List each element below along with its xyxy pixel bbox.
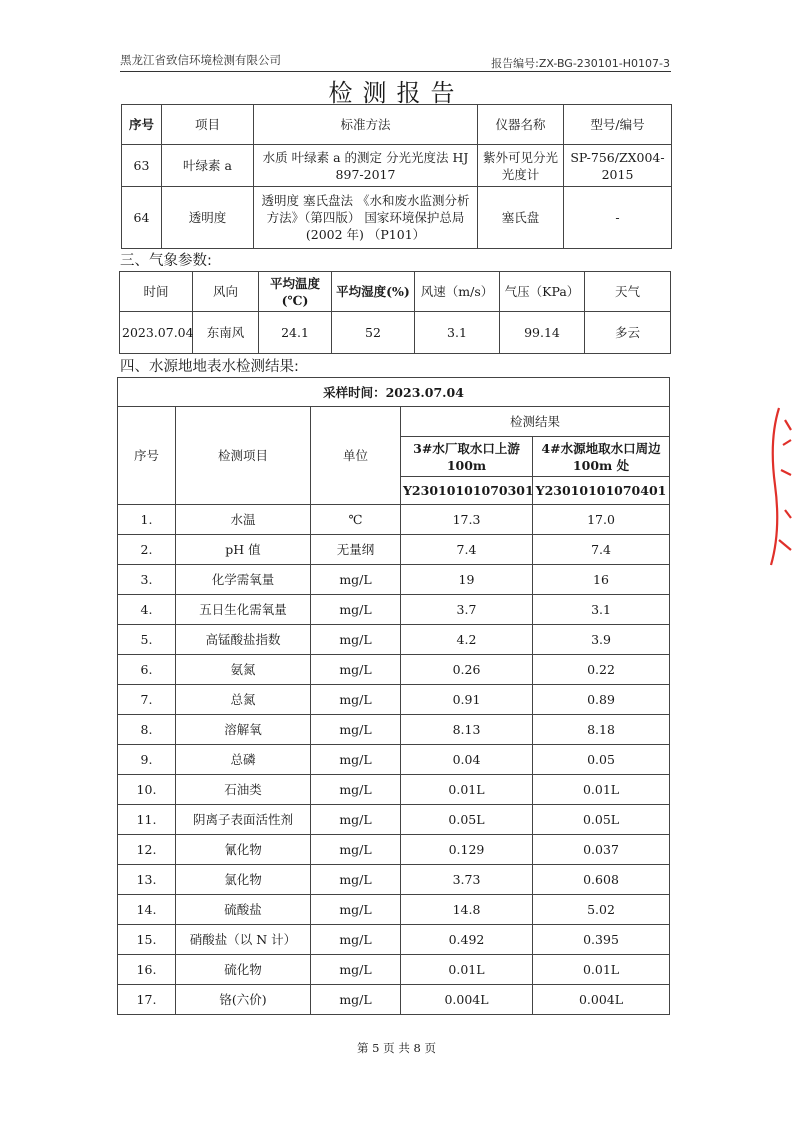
table-row bbox=[118, 745, 670, 775]
unit: mg/L bbox=[311, 805, 401, 835]
cell: 水质 叶绿素 a 的测定 分光光度法 HJ 897-2017 bbox=[254, 145, 478, 187]
weather-row bbox=[120, 312, 671, 354]
cell: 99.14 bbox=[500, 312, 585, 354]
result-site-1: 0.91 bbox=[401, 685, 533, 715]
row-number: 4. bbox=[118, 595, 176, 625]
unit: mg/L bbox=[311, 685, 401, 715]
result-site-2: 3.1 bbox=[533, 595, 670, 625]
item-name: 阴离子表面活性剂 bbox=[176, 805, 311, 835]
item-name: 石油类 bbox=[176, 775, 311, 805]
unit: mg/L bbox=[311, 625, 401, 655]
header-cell: 风速（m/s） bbox=[415, 272, 500, 312]
header-cell: 型号/编号 bbox=[564, 105, 672, 145]
item-name: 总磷 bbox=[176, 745, 311, 775]
cell: 塞氏盘 bbox=[478, 187, 564, 249]
header-cell: 标准方法 bbox=[254, 105, 478, 145]
item-name: 氨氮 bbox=[176, 655, 311, 685]
col-no-header: 序号 bbox=[118, 407, 176, 505]
row-number: 11. bbox=[118, 805, 176, 835]
cell: 透明度 塞氏盘法 《水和废水监测分析方法》（第四版） 国家环境保护总局(2002 年) （P101） bbox=[254, 187, 478, 249]
report-title: 检测报告 bbox=[328, 79, 465, 107]
result-site-2: 0.395 bbox=[533, 925, 670, 955]
unit: mg/L bbox=[311, 865, 401, 895]
methods-row bbox=[122, 145, 672, 187]
row-number: 5. bbox=[118, 625, 176, 655]
cell: 透明度 bbox=[162, 187, 254, 249]
result-site-2: 0.05 bbox=[533, 745, 670, 775]
sample-code-1: Y23010101070301 bbox=[401, 477, 533, 505]
col-result-header: 检测结果 bbox=[401, 407, 670, 437]
result-site-1: 0.26 bbox=[401, 655, 533, 685]
result-site-1: 19 bbox=[401, 565, 533, 595]
results-table bbox=[117, 377, 670, 1015]
sample-code-2: Y23010101070401 bbox=[533, 477, 670, 505]
cell: 东南风 bbox=[193, 312, 259, 354]
item-name: 溶解氧 bbox=[176, 715, 311, 745]
row-number: 3. bbox=[118, 565, 176, 595]
result-site-2: 7.4 bbox=[533, 535, 670, 565]
item-name: pH 值 bbox=[176, 535, 311, 565]
unit: mg/L bbox=[311, 985, 401, 1015]
results-section-title: 四、水源地地表水检测结果: bbox=[120, 359, 299, 375]
row-number: 15. bbox=[118, 925, 176, 955]
cell: 3.1 bbox=[415, 312, 500, 354]
header-cell: 风向 bbox=[193, 272, 259, 312]
item-name: 硝酸盐（以 N 计） bbox=[176, 925, 311, 955]
result-site-2: 17.0 bbox=[533, 505, 670, 535]
header-cell: 平均湿度(%) bbox=[332, 272, 415, 312]
unit: 无量纲 bbox=[311, 535, 401, 565]
item-name: 水温 bbox=[176, 505, 311, 535]
methods-row bbox=[122, 187, 672, 249]
result-site-2: 0.004L bbox=[533, 985, 670, 1015]
item-name: 铬(六价) bbox=[176, 985, 311, 1015]
header-divider bbox=[120, 71, 671, 72]
result-site-1: 4.2 bbox=[401, 625, 533, 655]
site-1: 3#水厂取水口上游100m bbox=[401, 437, 533, 477]
result-site-2: 16 bbox=[533, 565, 670, 595]
item-name: 硫化物 bbox=[176, 955, 311, 985]
cell: 紫外可见分光光度计 bbox=[478, 145, 564, 187]
result-site-2: 8.18 bbox=[533, 715, 670, 745]
unit: mg/L bbox=[311, 655, 401, 685]
result-site-2: 0.01L bbox=[533, 955, 670, 985]
result-site-2: 0.037 bbox=[533, 835, 670, 865]
table-row bbox=[118, 955, 670, 985]
result-site-2: 0.89 bbox=[533, 685, 670, 715]
table-row bbox=[118, 685, 670, 715]
item-name: 高锰酸盐指数 bbox=[176, 625, 311, 655]
row-number: 13. bbox=[118, 865, 176, 895]
site-2: 4#水源地取水口周边 100m 处 bbox=[533, 437, 670, 477]
page-number: 第 5 页 共 8 页 bbox=[357, 1041, 436, 1055]
table-row bbox=[118, 865, 670, 895]
table-row bbox=[118, 655, 670, 685]
row-number: 6. bbox=[118, 655, 176, 685]
table-row bbox=[118, 715, 670, 745]
weather-table bbox=[119, 271, 671, 354]
weather-section-title: 三、气象参数: bbox=[120, 253, 212, 269]
item-name: 五日生化需氧量 bbox=[176, 595, 311, 625]
methods-header-row bbox=[122, 105, 672, 145]
weather-header-row bbox=[120, 272, 671, 312]
sampling-time-row bbox=[118, 378, 670, 407]
item-name: 氰化物 bbox=[176, 835, 311, 865]
unit: ℃ bbox=[311, 505, 401, 535]
unit: mg/L bbox=[311, 715, 401, 745]
unit: mg/L bbox=[311, 925, 401, 955]
seal-stamp-icon bbox=[765, 400, 793, 570]
table-row bbox=[118, 775, 670, 805]
result-site-1: 0.129 bbox=[401, 835, 533, 865]
table-row bbox=[118, 925, 670, 955]
unit: mg/L bbox=[311, 835, 401, 865]
unit: mg/L bbox=[311, 955, 401, 985]
row-number: 14. bbox=[118, 895, 176, 925]
result-site-1: 0.05L bbox=[401, 805, 533, 835]
row-number: 16. bbox=[118, 955, 176, 985]
report-number: 报告编号:ZX-BG-230101-H0107-3 bbox=[491, 57, 670, 70]
table-row bbox=[118, 985, 670, 1015]
result-site-1: 0.492 bbox=[401, 925, 533, 955]
header-cell: 序号 bbox=[122, 105, 162, 145]
cell: 2023.07.04 bbox=[120, 312, 193, 354]
unit: mg/L bbox=[311, 745, 401, 775]
result-site-1: 3.73 bbox=[401, 865, 533, 895]
result-site-1: 8.13 bbox=[401, 715, 533, 745]
cell: 多云 bbox=[585, 312, 671, 354]
cell: - bbox=[564, 187, 672, 249]
result-site-1: 0.01L bbox=[401, 775, 533, 805]
item-name: 氯化物 bbox=[176, 865, 311, 895]
result-site-1: 14.8 bbox=[401, 895, 533, 925]
header-cell: 时间 bbox=[120, 272, 193, 312]
table-row bbox=[118, 535, 670, 565]
result-site-1: 0.01L bbox=[401, 955, 533, 985]
result-site-2: 0.05L bbox=[533, 805, 670, 835]
result-site-2: 5.02 bbox=[533, 895, 670, 925]
unit: mg/L bbox=[311, 565, 401, 595]
result-site-1: 0.004L bbox=[401, 985, 533, 1015]
unit: mg/L bbox=[311, 895, 401, 925]
table-row bbox=[118, 805, 670, 835]
table-row bbox=[118, 565, 670, 595]
results-header-row bbox=[118, 407, 670, 437]
item-name: 化学需氧量 bbox=[176, 565, 311, 595]
cell: 叶绿素 a bbox=[162, 145, 254, 187]
sampling-time: 采样时间：2023.07.04 bbox=[118, 378, 670, 407]
header-cell: 气压（KPa） bbox=[500, 272, 585, 312]
cell: SP-756/ZX004-2015 bbox=[564, 145, 672, 187]
unit: mg/L bbox=[311, 595, 401, 625]
table-row bbox=[118, 505, 670, 535]
company-name: 黑龙江省致信环境检测有限公司 bbox=[120, 53, 281, 67]
table-row bbox=[118, 895, 670, 925]
header-cell: 项目 bbox=[162, 105, 254, 145]
row-number: 2. bbox=[118, 535, 176, 565]
result-site-1: 0.04 bbox=[401, 745, 533, 775]
header-cell: 仪器名称 bbox=[478, 105, 564, 145]
cell: 52 bbox=[332, 312, 415, 354]
result-site-2: 3.9 bbox=[533, 625, 670, 655]
result-site-1: 17.3 bbox=[401, 505, 533, 535]
row-number: 1. bbox=[118, 505, 176, 535]
item-name: 总氮 bbox=[176, 685, 311, 715]
header-cell: 平均温度(℃) bbox=[259, 272, 332, 312]
result-site-1: 3.7 bbox=[401, 595, 533, 625]
row-number: 7. bbox=[118, 685, 176, 715]
cell: 64 bbox=[122, 187, 162, 249]
table-row bbox=[118, 625, 670, 655]
result-site-2: 0.608 bbox=[533, 865, 670, 895]
row-number: 17. bbox=[118, 985, 176, 1015]
header-cell: 天气 bbox=[585, 272, 671, 312]
cell: 24.1 bbox=[259, 312, 332, 354]
row-number: 12. bbox=[118, 835, 176, 865]
table-row bbox=[118, 595, 670, 625]
result-site-2: 0.01L bbox=[533, 775, 670, 805]
unit: mg/L bbox=[311, 775, 401, 805]
result-site-1: 7.4 bbox=[401, 535, 533, 565]
item-name: 硫酸盐 bbox=[176, 895, 311, 925]
col-item-header: 检测项目 bbox=[176, 407, 311, 505]
col-unit-header: 单位 bbox=[311, 407, 401, 505]
cell: 63 bbox=[122, 145, 162, 187]
table-row bbox=[118, 835, 670, 865]
row-number: 10. bbox=[118, 775, 176, 805]
methods-table bbox=[121, 104, 672, 249]
result-site-2: 0.22 bbox=[533, 655, 670, 685]
row-number: 8. bbox=[118, 715, 176, 745]
row-number: 9. bbox=[118, 745, 176, 775]
